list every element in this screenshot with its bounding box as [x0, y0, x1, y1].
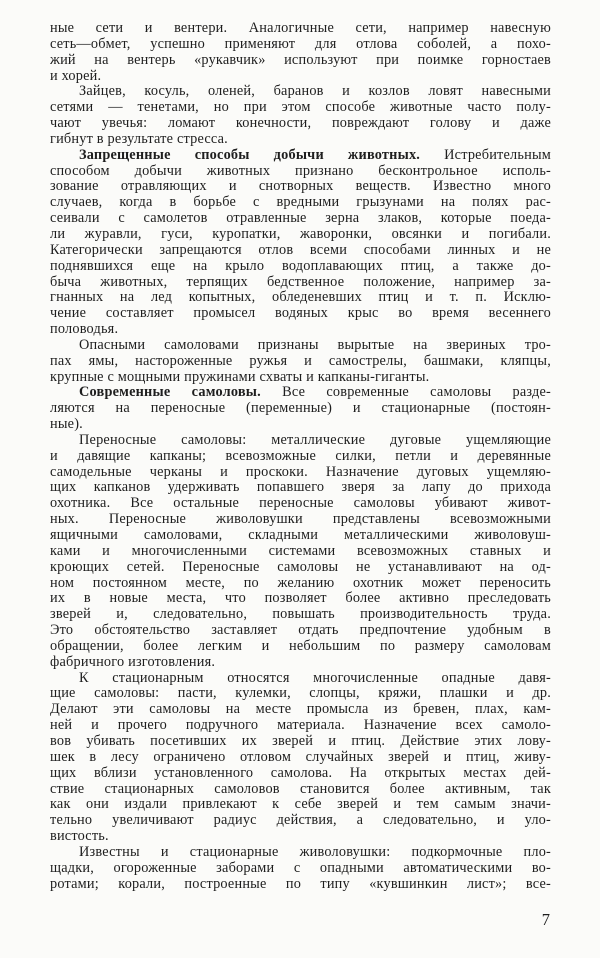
- text-line: Это обстоятельство заставляет отдать предпочтение удобным в: [50, 623, 551, 639]
- text-line: вов убивать посетивших их зверей и птиц. Действие этих лову-: [50, 733, 551, 749]
- text-line: гибнут в результате стресса.: [50, 131, 228, 147]
- text-line: Известны и стационарные живоловушки: подкормочные пло-: [79, 844, 551, 860]
- text-line: сеивали с самолетов отравленные зерна злаков, которые поеда-: [50, 211, 551, 227]
- text-line: их в новые места, что позволяет более активно преследовать: [50, 591, 551, 607]
- text-line: чение составляет промысел водяных крыс во время весеннего: [50, 306, 551, 322]
- text-line: жий на вентерь «рукавчик» используют при поимке горностаев: [50, 52, 551, 68]
- text-line: и хорей.: [50, 68, 102, 84]
- text-line: тельно увеличивают радиус действия, а следовательно, и уло-: [50, 813, 551, 829]
- text-line: Опасными самоловами признаны вырытые на звериных тро-: [79, 337, 551, 353]
- text-line: сетями — тенетами, но при этом способе животные часто полу-: [50, 100, 551, 116]
- text-line: зование отравляющих и снотворных веществ. Известно много: [50, 179, 551, 195]
- page-number: 7: [541, 910, 550, 929]
- text-line: ней и прочего подручного материала. Назначение всех самоло-: [50, 718, 551, 734]
- text-line: гнанных на лед копытных, обледеневших птиц и т. п. Исклю-: [50, 290, 551, 306]
- text-line: Делают эти самоловы на месте промысла из бревен, плах, кам-: [50, 702, 551, 718]
- text-line: Категорически запрещаются отлов всеми способами линных и не: [50, 242, 551, 258]
- text-line: ные).: [50, 417, 83, 433]
- text-line: Современные самоловы. Все современные самоловы разде-: [79, 385, 551, 401]
- text-line: способом добычи животных признано бесконтрольное исполь-: [50, 163, 551, 179]
- text-line: ляются на переносные (переменные) и стационарные (постоян-: [50, 401, 551, 417]
- text-line: ками и многочисленными системами всевозможных ставных и: [50, 543, 551, 559]
- text-line: самодельные черканы и проскоки. Назначение дуговых ущемляю-: [50, 464, 551, 480]
- text-line: и давящие капканы; всевозможные силки, петли и деревянные: [50, 448, 551, 464]
- text-line: вистость.: [50, 829, 109, 845]
- text-line: быча животных, терпящих бедственное положение, например за-: [50, 274, 551, 290]
- text-line: ротами; корали, построенные по типу «кувшинкин лист»; все-: [50, 876, 551, 892]
- text-line: щие самоловы: пасти, кулемки, слопцы, кряжи, плашки и др.: [50, 686, 551, 702]
- text-line: шек в лесу ограничено отловом случайных зверей и птиц, живу-: [50, 749, 551, 765]
- text-line: щих капканов удерживать попавшего зверя за лапу до прихода: [50, 480, 551, 496]
- text-line: К стационарным относятся многочисленные опадные давя-: [79, 670, 551, 686]
- text-line: Запрещенные способы добычи животных. Истребительным: [79, 147, 551, 163]
- text-line: щадки, огороженные заборами с опадными автоматическими во-: [50, 860, 551, 876]
- text-line: половодья.: [50, 322, 119, 338]
- text-line: ли журавли, гуси, куропатки, жаворонки, овсянки и погибали.: [50, 226, 551, 242]
- text-line: щих вблизи установленного самолова. На открытых местах дей-: [50, 765, 551, 781]
- text-line: как они издали привлекают к себе зверей и тем самым значи-: [50, 797, 551, 813]
- bold-heading: Современные самоловы.: [79, 385, 261, 401]
- text-line: Зайцев, косуль, оленей, баранов и козлов ловят навесными: [79, 84, 551, 100]
- text-line: ствие стационарных самоловов становится более активным, так: [50, 781, 551, 797]
- text-line: обращении, более легким и небольшим по размеру самоловам: [50, 638, 551, 654]
- text-line: пах ямы, настороженные ружья и самострелы, башмаки, кляпцы,: [50, 353, 551, 369]
- text-line: зверей и, следовательно, повышать производительность труда.: [50, 607, 551, 623]
- text-line: ных. Переносные живоловушки представлены всевозможными: [50, 512, 551, 528]
- text-line: поднявшихся еще на крыло водоплавающих птиц, а также до-: [50, 258, 551, 274]
- text-line: ящичными самоловами, складными металлическими живоловуш-: [50, 528, 551, 543]
- bold-heading: Запрещенные способы добычи животных.: [79, 147, 421, 163]
- text-line: ные сети и вентери. Аналогичные сети, например навесную: [50, 21, 551, 36]
- page-text: [50, 21, 551, 892]
- text-line: случаев, когда в борьбе с вредными грызунами на полях рас-: [50, 195, 551, 211]
- text-line: чают увечья: ломают конечности, повреждают голову и даже: [50, 116, 551, 132]
- text-line: ном постоянном месте, по желанию охотник может переносить: [50, 575, 551, 591]
- text-line: охотника. Все остальные переносные самоловы убивают живот-: [50, 496, 551, 512]
- text-line: фабричного изготовления.: [50, 654, 216, 670]
- text-line: Переносные самоловы: металлические дуговые ущемляющие: [79, 432, 551, 448]
- text-line: кроющих сетей. Переносные самоловы не устанавливают на од-: [50, 559, 551, 575]
- text-line: крупные с мощными пружинами схваты и капканы-гиганты.: [50, 369, 430, 385]
- text-line: сеть—обмет, успешно применяют для отлова соболей, а похо-: [50, 36, 551, 52]
